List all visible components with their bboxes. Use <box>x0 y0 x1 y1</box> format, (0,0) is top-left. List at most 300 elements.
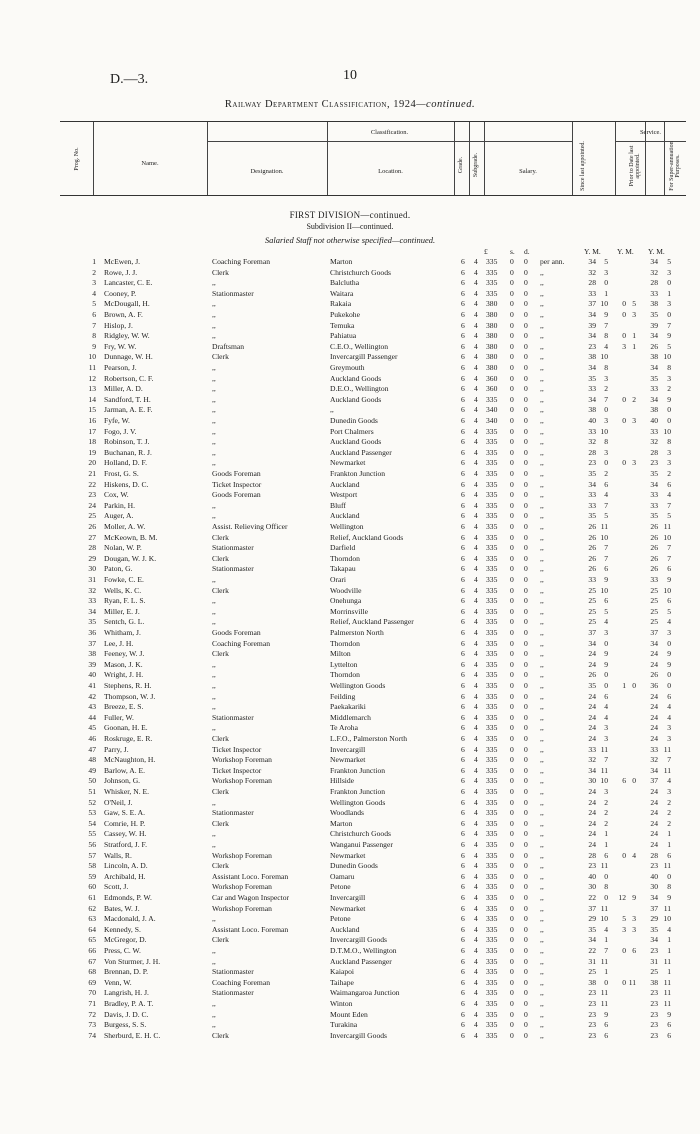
cell-grade: 6 <box>461 384 465 394</box>
cell-salary-pence: 0 <box>524 522 528 531</box>
cell-salary-pence: 0 <box>524 850 528 860</box>
cell-subgrade: 4 <box>474 659 478 669</box>
cell-designation: Clerk <box>212 861 229 871</box>
cell-salary-pence: 0 <box>524 299 528 309</box>
table-row <box>0 405 700 414</box>
cell-prog-no: 43 <box>88 702 96 712</box>
cell-since-months: 7 <box>604 500 608 510</box>
cell-name: McGregor, D. <box>104 935 147 945</box>
cell-super-months: 11 <box>663 999 671 1008</box>
cell-name: Walls, R. <box>104 850 132 860</box>
cell-since-years: 32 <box>588 267 596 277</box>
cell-grade: 6 <box>461 278 465 288</box>
cell-since-months: 3 <box>604 373 608 383</box>
cell-super-months: 7 <box>667 500 671 510</box>
cell-since-years: 34 <box>588 765 596 775</box>
cell-salary-shillings: 0 <box>510 405 514 415</box>
cell-salary-pounds: 335 <box>486 649 498 659</box>
table-row <box>0 692 700 701</box>
cell-salary-suffix: ,, <box>540 490 544 500</box>
cell-since-months: 0 <box>604 638 608 648</box>
cell-super-years: 38 <box>650 977 658 987</box>
cell-name: Gaw, S. E. A. <box>104 808 146 818</box>
cell-grade: 6 <box>461 596 465 606</box>
cell-location: Greymouth <box>330 363 365 372</box>
cell-grade: 6 <box>461 267 465 277</box>
cell-super-years: 35 <box>650 373 658 383</box>
cell-since-months: 2 <box>604 808 608 818</box>
cell-prior-months: 6 <box>632 946 636 955</box>
cell-grade: 6 <box>461 871 465 881</box>
cell-salary-suffix: ,, <box>540 776 544 786</box>
cell-salary-suffix: ,, <box>540 797 544 807</box>
cell-name: Holland, D. F. <box>104 458 148 468</box>
cell-super-months: 6 <box>667 1020 671 1030</box>
table-row <box>0 755 700 764</box>
cell-salary-suffix: ,, <box>540 691 544 701</box>
cell-location: Wellington <box>330 522 364 531</box>
cell-since-years: 24 <box>588 659 596 669</box>
cell-since-years: 38 <box>588 352 596 362</box>
cell-salary-pounds: 335 <box>486 628 498 637</box>
cell-salary-suffix: ,, <box>540 1020 544 1030</box>
cell-salary-suffix: ,, <box>540 808 544 818</box>
cell-name: Fyfe, W. <box>104 416 130 425</box>
cell-since-years: 33 <box>588 500 596 510</box>
cell-super-years: 34 <box>650 331 658 341</box>
cell-salary-suffix: ,, <box>540 384 544 394</box>
cell-since-years: 37 <box>588 903 596 913</box>
staff-heading: Salaried Staff not otherwise specified—continued. <box>264 235 436 245</box>
cell-name: Miller, E. J. <box>104 606 140 616</box>
cell-subgrade: 4 <box>474 903 478 913</box>
cell-grade: 6 <box>461 999 465 1008</box>
cell-subgrade: 4 <box>474 797 478 807</box>
cell-name: Macdonald, J. A. <box>104 914 156 924</box>
cell-salary-pence: 0 <box>524 511 528 521</box>
cell-salary-pounds: 335 <box>486 490 498 500</box>
cell-subgrade: 4 <box>474 469 478 478</box>
cell-subgrade: 4 <box>474 394 478 404</box>
cell-subgrade: 4 <box>474 850 478 860</box>
cell-salary-pence: 0 <box>524 1030 528 1040</box>
cell-name: Roskruge, E. R. <box>104 734 153 743</box>
cell-salary-pounds: 335 <box>486 999 498 1008</box>
cell-salary-suffix: ,, <box>540 840 544 849</box>
cell-subgrade: 4 <box>474 458 478 468</box>
cell-salary-suffix: ,, <box>540 765 544 775</box>
cell-prog-no: 27 <box>88 532 96 542</box>
cell-grade: 6 <box>461 967 465 977</box>
cell-grade: 6 <box>461 373 465 383</box>
cell-subgrade: 4 <box>474 670 478 680</box>
cell-name: Kennedy, S. <box>104 924 141 934</box>
cell-since-months: 3 <box>604 628 608 637</box>
cell-subgrade: 4 <box>474 787 478 796</box>
cell-prior-months: 4 <box>632 850 636 860</box>
cell-location: C.E.O., Wellington <box>330 341 389 351</box>
cell-designation: Stationmaster <box>212 988 254 998</box>
cell-subgrade: 4 <box>474 882 478 892</box>
cell-location: Newmarket <box>330 903 366 913</box>
cell-location: Newmarket <box>330 458 366 468</box>
cell-designation: ,, <box>212 373 216 383</box>
cell-since-years: 39 <box>588 320 596 330</box>
cell-prog-no: 60 <box>88 882 96 892</box>
cell-salary-shillings: 0 <box>510 341 514 351</box>
table-row <box>0 1031 700 1040</box>
cell-salary-shillings: 0 <box>510 278 514 288</box>
cell-salary-shillings: 0 <box>510 914 514 924</box>
table-row <box>0 310 700 319</box>
cell-designation: ,, <box>212 1020 216 1030</box>
cell-grade: 6 <box>461 903 465 913</box>
cell-salary-suffix: ,, <box>540 871 544 881</box>
cell-name: Press, C. W. <box>104 946 141 955</box>
cell-salary-pence: 0 <box>524 946 528 955</box>
cell-since-years: 28 <box>588 447 596 457</box>
cell-designation: ,, <box>212 437 216 447</box>
cell-since-months: 10 <box>600 299 608 309</box>
cell-salary-pence: 0 <box>524 469 528 478</box>
cell-prog-no: 52 <box>88 797 96 807</box>
table-row <box>0 363 700 372</box>
cell-prog-no: 12 <box>88 373 96 383</box>
cell-super-years: 23 <box>650 946 658 955</box>
document-id: D.—3. <box>110 72 149 87</box>
table-row <box>0 268 700 277</box>
cell-super-years: 40 <box>650 871 658 881</box>
cell-prior-years: 0 <box>622 299 626 309</box>
cell-subgrade: 4 <box>474 840 478 849</box>
cell-subgrade: 4 <box>474 829 478 839</box>
cell-name: Parry, J. <box>104 744 129 754</box>
cell-salary-shillings: 0 <box>510 490 514 500</box>
table-row <box>0 289 700 298</box>
cell-super-months: 4 <box>667 702 671 712</box>
table-row <box>0 829 700 838</box>
cell-super-years: 35 <box>650 924 658 934</box>
cell-super-years: 29 <box>650 914 658 924</box>
cell-salary-pounds: 335 <box>486 765 498 775</box>
cell-super-months: 6 <box>667 479 671 489</box>
cell-prog-no: 65 <box>88 935 96 945</box>
cell-designation: Clerk <box>212 649 229 659</box>
cell-salary-suffix: ,, <box>540 299 544 309</box>
cell-salary-shillings: 0 <box>510 288 514 298</box>
cell-super-years: 24 <box>650 691 658 701</box>
cell-name: Robertson, C. F. <box>104 373 154 383</box>
cell-salary-suffix: ,, <box>540 999 544 1008</box>
cell-name: Fowke, C. E. <box>104 575 144 584</box>
cell-since-months: 5 <box>604 606 608 616</box>
cell-since-months: 10 <box>600 426 608 436</box>
cell-salary-shillings: 0 <box>510 829 514 839</box>
cell-salary-pounds: 335 <box>486 437 498 447</box>
cell-since-months: 2 <box>604 797 608 807</box>
cell-subgrade: 4 <box>474 617 478 627</box>
cell-salary-pence: 0 <box>524 628 528 637</box>
cell-salary-suffix: ,, <box>540 500 544 510</box>
cell-salary-pence: 0 <box>524 585 528 595</box>
cell-designation: ,, <box>212 405 216 415</box>
cell-prior-years: 0 <box>622 850 626 860</box>
table-row <box>0 501 700 510</box>
cell-name: Cassey, W. H. <box>104 829 147 839</box>
cell-location: Wanganui Passenger <box>330 840 393 849</box>
cell-grade: 6 <box>461 628 465 637</box>
cell-super-years: 37 <box>650 776 658 786</box>
cell-prog-no: 74 <box>88 1030 96 1040</box>
cell-salary-suffix: ,, <box>540 628 544 637</box>
table-row <box>0 257 700 266</box>
cell-name: Moller, A. W. <box>104 522 146 531</box>
cell-salary-pence: 0 <box>524 490 528 500</box>
cell-location: Kaiapoi <box>330 967 355 977</box>
cell-grade: 6 <box>461 861 465 871</box>
cell-name: Cox, W. <box>104 490 129 500</box>
cell-super-months: 3 <box>667 458 671 468</box>
cell-salary-pence: 0 <box>524 935 528 945</box>
cell-location: Palmerston North <box>330 628 384 637</box>
cell-salary-suffix: per ann. <box>540 257 565 266</box>
cell-salary-shillings: 0 <box>510 373 514 383</box>
cell-location: Feilding <box>330 691 356 701</box>
cell-salary-pounds: 335 <box>486 787 498 796</box>
table-row <box>0 342 700 351</box>
cell-since-months: 5 <box>604 511 608 521</box>
cell-salary-suffix: ,, <box>540 596 544 606</box>
cell-salary-pence: 0 <box>524 543 528 553</box>
cell-prog-no: 6 <box>92 310 96 319</box>
cell-prog-no: 69 <box>88 977 96 987</box>
cell-salary-suffix: ,, <box>540 712 544 722</box>
cell-designation: Clerk <box>212 1030 229 1040</box>
cell-prog-no: 57 <box>88 850 96 860</box>
cell-name: Auger, A. <box>104 511 134 521</box>
cell-location: Onehunga <box>330 596 362 606</box>
cell-location: Woodlands <box>330 808 364 818</box>
cell-prior-years: 0 <box>622 416 626 425</box>
cell-prior-years: 3 <box>622 341 626 351</box>
cell-super-years: 25 <box>650 596 658 606</box>
cell-super-years: 25 <box>650 585 658 595</box>
cell-salary-shillings: 0 <box>510 606 514 616</box>
cell-subgrade: 4 <box>474 776 478 786</box>
cell-prog-no: 55 <box>88 829 96 839</box>
cell-grade: 6 <box>461 659 465 669</box>
cell-designation: Assistant Loco. Foreman <box>212 924 289 934</box>
table-row <box>0 533 700 542</box>
cell-name: Pearson, J. <box>104 363 137 372</box>
cell-location: Mount Eden <box>330 1009 368 1019</box>
cell-salary-pounds: 335 <box>486 712 498 722</box>
cell-salary-pounds: 335 <box>486 840 498 849</box>
cell-salary-suffix: ,, <box>540 681 544 690</box>
cell-subgrade: 4 <box>474 532 478 542</box>
cell-super-months: 5 <box>667 511 671 521</box>
cell-grade: 6 <box>461 935 465 945</box>
cell-super-years: 33 <box>650 500 658 510</box>
cell-since-months: 1 <box>604 840 608 849</box>
cell-subgrade: 4 <box>474 373 478 383</box>
cell-super-years: 33 <box>650 426 658 436</box>
cell-salary-pence: 0 <box>524 681 528 690</box>
cell-prior-years: 0 <box>622 331 626 341</box>
cell-since-years: 35 <box>588 681 596 690</box>
cell-subgrade: 4 <box>474 278 478 288</box>
ym-unit-1: Y. M. <box>584 247 601 256</box>
cell-designation: ,, <box>212 956 216 966</box>
cell-grade: 6 <box>461 797 465 807</box>
cell-salary-shillings: 0 <box>510 935 514 945</box>
cell-since-years: 23 <box>588 861 596 871</box>
cell-salary-suffix: ,, <box>540 320 544 330</box>
cell-prog-no: 54 <box>88 818 96 828</box>
cell-super-months: 3 <box>667 267 671 277</box>
cell-super-years: 26 <box>650 532 658 542</box>
cell-super-years: 35 <box>650 511 658 521</box>
cell-grade: 6 <box>461 532 465 542</box>
cell-subgrade: 4 <box>474 299 478 309</box>
cell-name: Sentch, G. L. <box>104 617 145 627</box>
cell-subgrade: 4 <box>474 723 478 733</box>
cell-salary-pounds: 360 <box>486 384 498 394</box>
cell-grade: 6 <box>461 553 465 563</box>
table-row <box>0 766 700 775</box>
cell-prog-no: 73 <box>88 1020 96 1030</box>
cell-prior-years: 0 <box>622 394 626 404</box>
cell-salary-pence: 0 <box>524 426 528 436</box>
cell-salary-shillings: 0 <box>510 522 514 531</box>
cell-location: Invercargill <box>330 744 366 754</box>
cell-salary-shillings: 0 <box>510 744 514 754</box>
cell-prog-no: 17 <box>88 426 96 436</box>
cell-super-months: 11 <box>663 765 671 775</box>
cell-subgrade: 4 <box>474 320 478 330</box>
cell-salary-shillings: 0 <box>510 299 514 309</box>
table-row <box>0 670 700 679</box>
cell-salary-pence: 0 <box>524 458 528 468</box>
cell-location: Port Chalmers <box>330 426 374 436</box>
cell-subgrade: 4 <box>474 765 478 775</box>
cell-salary-pounds: 335 <box>486 776 498 786</box>
cell-subgrade: 4 <box>474 818 478 828</box>
cell-salary-shillings: 0 <box>510 458 514 468</box>
cell-super-years: 35 <box>650 469 658 478</box>
cell-grade: 6 <box>461 299 465 309</box>
cell-super-years: 34 <box>650 363 658 372</box>
cell-designation: ,, <box>212 384 216 394</box>
cell-location: Invercargill Passenger <box>330 352 398 362</box>
cell-name: Goonan, H. E. <box>104 723 148 733</box>
cell-name: Archibald, H. <box>104 871 146 881</box>
cell-salary-shillings: 0 <box>510 1009 514 1019</box>
cell-salary-pence: 0 <box>524 1009 528 1019</box>
cell-name: Buchanan, R. J. <box>104 447 152 457</box>
cell-super-years: 33 <box>650 384 658 394</box>
cell-salary-pence: 0 <box>524 744 528 754</box>
cell-grade: 6 <box>461 394 465 404</box>
cell-salary-pounds: 335 <box>486 935 498 945</box>
cell-location: Auckland <box>330 511 360 521</box>
cell-name: Robinson, T. J. <box>104 437 150 447</box>
cell-since-years: 38 <box>588 977 596 987</box>
cell-since-years: 24 <box>588 723 596 733</box>
cell-salary-shillings: 0 <box>510 575 514 584</box>
cell-grade: 6 <box>461 352 465 362</box>
cell-designation: Workshop Foreman <box>212 850 272 860</box>
cell-name: Paton, G. <box>104 564 133 574</box>
classification-header: Classification. <box>370 129 409 136</box>
cell-prior-months: 5 <box>632 299 636 309</box>
cell-since-months: 0 <box>604 893 608 902</box>
cell-since-months: 6 <box>604 1020 608 1030</box>
cell-salary-suffix: ,, <box>540 479 544 489</box>
cell-location: Wellington Goods <box>330 681 386 690</box>
cell-salary-pence: 0 <box>524 765 528 775</box>
cell-salary-pence: 0 <box>524 606 528 616</box>
cell-salary-pence: 0 <box>524 712 528 722</box>
table-row <box>0 904 700 913</box>
cell-super-months: 9 <box>667 1009 671 1019</box>
cell-salary-suffix: ,, <box>540 787 544 796</box>
cell-since-years: 24 <box>588 787 596 796</box>
cell-since-months: 3 <box>604 723 608 733</box>
cell-location: Christchurch Goods <box>330 267 391 277</box>
cell-location: Marton <box>330 257 353 266</box>
cell-location: Christchurch Goods <box>330 829 391 839</box>
cell-since-months: 8 <box>604 437 608 447</box>
cell-super-years: 23 <box>650 1020 658 1030</box>
cell-location: L.F.O., Palmerston North <box>330 734 408 743</box>
cell-name: McEwen, J. <box>104 257 141 266</box>
cell-since-months: 9 <box>604 575 608 584</box>
cell-salary-shillings: 0 <box>510 871 514 881</box>
cell-salary-pence: 0 <box>524 988 528 998</box>
cell-since-years: 35 <box>588 373 596 383</box>
cell-since-years: 24 <box>588 840 596 849</box>
cell-salary-shillings: 0 <box>510 691 514 701</box>
cell-salary-shillings: 0 <box>510 765 514 775</box>
cell-since-years: 24 <box>588 649 596 659</box>
cell-name: Rowe, J. J. <box>104 267 138 277</box>
cell-name: Lancaster, C. E. <box>104 278 153 288</box>
cell-name: Wells, K. C. <box>104 585 142 595</box>
table-row <box>0 935 700 944</box>
cell-grade: 6 <box>461 914 465 924</box>
cell-since-years: 37 <box>588 299 596 309</box>
cell-salary-shillings: 0 <box>510 723 514 733</box>
cell-grade: 6 <box>461 469 465 478</box>
cell-super-months: 11 <box>663 956 671 966</box>
cell-subgrade: 4 <box>474 543 478 553</box>
cell-salary-pence: 0 <box>524 575 528 584</box>
table-row <box>0 575 700 584</box>
cell-location: Invercargill Goods <box>330 1030 388 1040</box>
cell-prog-no: 72 <box>88 1009 96 1019</box>
cell-since-months: 10 <box>600 776 608 786</box>
name-header: Name. <box>141 160 159 167</box>
cell-super-months: 4 <box>667 924 671 934</box>
cell-subgrade: 4 <box>474 606 478 616</box>
cell-subgrade: 4 <box>474 490 478 500</box>
cell-salary-pence: 0 <box>524 808 528 818</box>
cell-prior-months: 0 <box>632 681 636 690</box>
cell-since-months: 2 <box>604 384 608 394</box>
cell-location: Takapau <box>330 564 356 574</box>
cell-grade: 6 <box>461 691 465 701</box>
